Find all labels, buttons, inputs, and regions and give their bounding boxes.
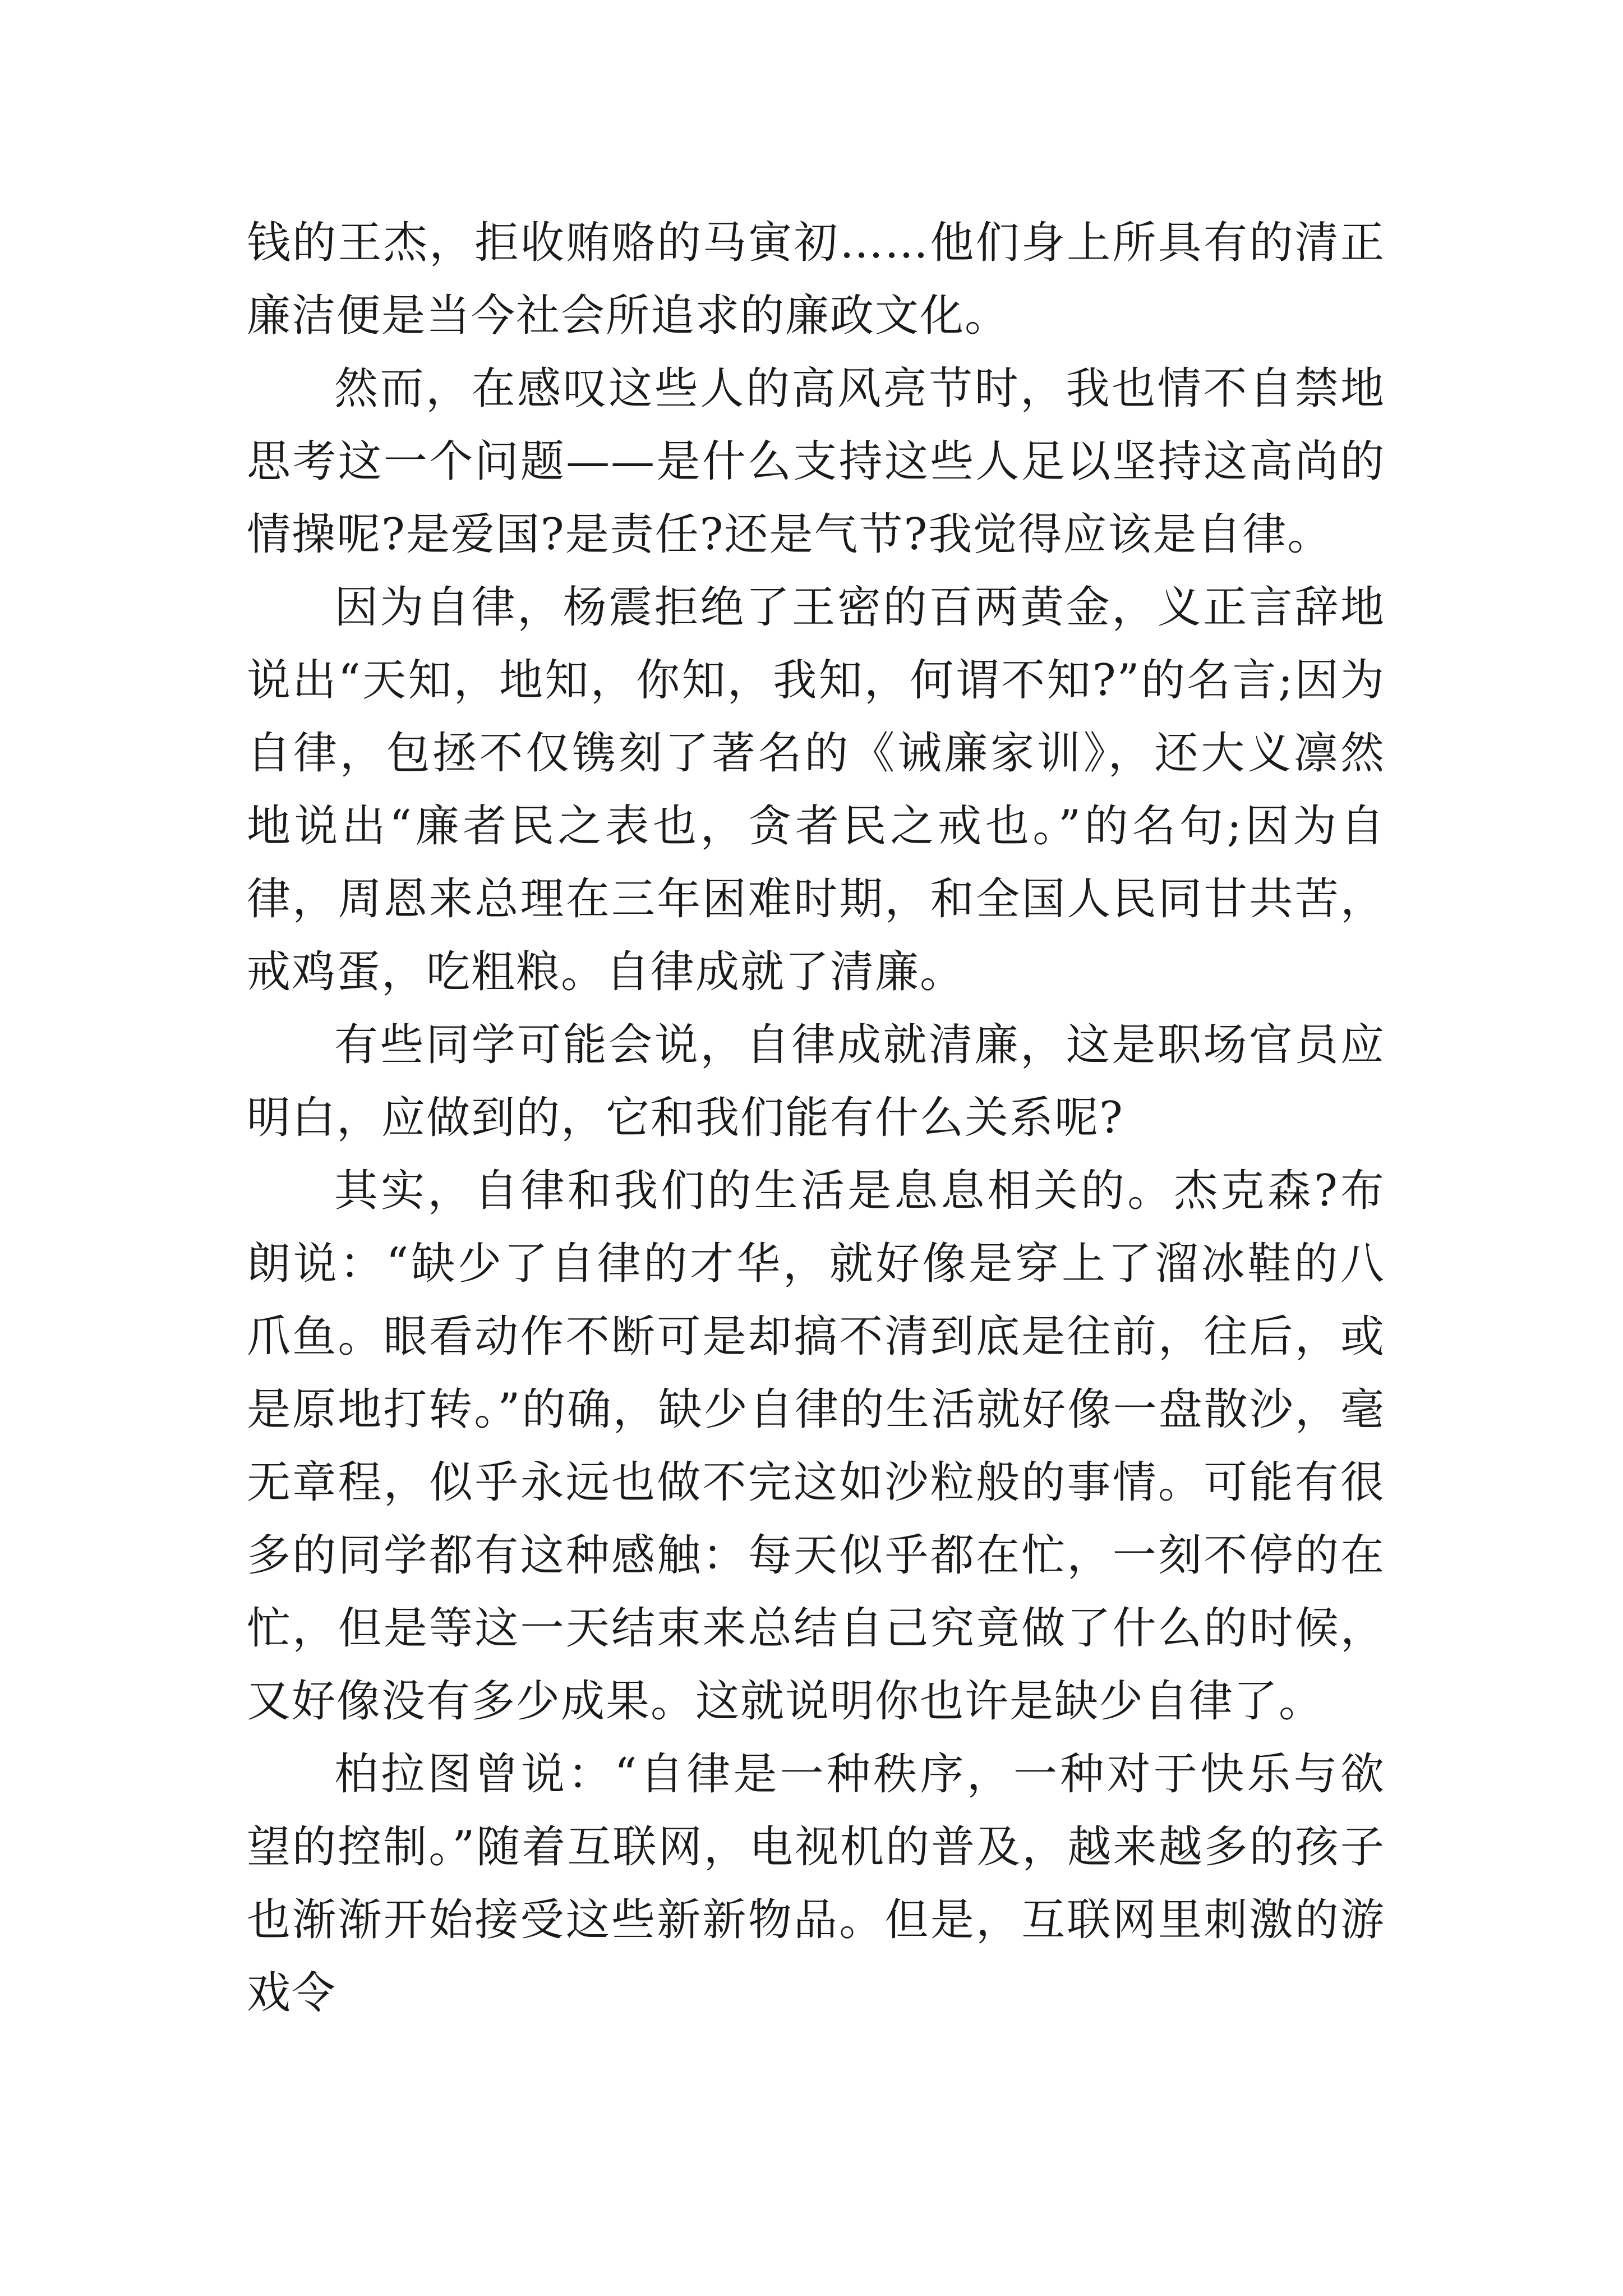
paragraph-5: 其实，自律和我们的生活是息息相关的。杰克森?布朗说：“缺少了自律的才华，就好像是穿上了溜冰鞋的八爪鱼。眼看动作不断可是却搞不清到底是往前，往后，或是原地打转。”的确，缺少自律的生活就好像一盘散沙，毫无章程，似乎永远也做不完这如沙粒般的事情。可能有很多的同学都有这种感触：每天似乎都在忙，一刻不停的在忙，但是等这一天结束来总结自己究竟做了什么的时候，又好像没有多少成果。这就说明你也许是缺少自律了。 [247,1166,1385,1727]
body-text [247,206,1385,2030]
paragraph-6: 柏拉图曾说：“自律是一种秩序，一种对于快乐与欲望的控制。”随着互联网，电视机的普及，越来越多的孩子也渐渐开始接受这些新新物品。但是，互联网里刺激的游戏令 [247,1749,1385,2018]
paragraph-4: 有些同学可能会说，自律成就清廉，这是职场官员应明白，应做到的，它和我们能有什么关系呢? [247,1020,1385,1143]
paragraph-1: 钱的王杰，拒收贿赂的马寅初……他们身上所具有的清正廉洁便是当今社会所追求的廉政文化。 [247,218,1385,341]
paragraph-2: 然而，在感叹这些人的高风亮节时，我也情不自禁地思考这一个问题——是什么支持这些人足以坚持这高尚的情操呢?是爱国?是责任?还是气节?我觉得应该是自律。 [247,364,1385,560]
paragraph-3: 因为自律，杨震拒绝了王密的百两黄金，义正言辞地说出“天知，地知，你知，我知，何谓不知?”的名言;因为自律，包拯不仅镌刻了著名的《诫廉家训》，还大义凛然地说出“廉者民之表也，贪者民之戒也。”的名句;因为自律，周恩来总理在三年困难时期，和全国人民同甘共苦，戒鸡蛋，吃粗粮。自律成就了清廉。 [247,582,1385,997]
